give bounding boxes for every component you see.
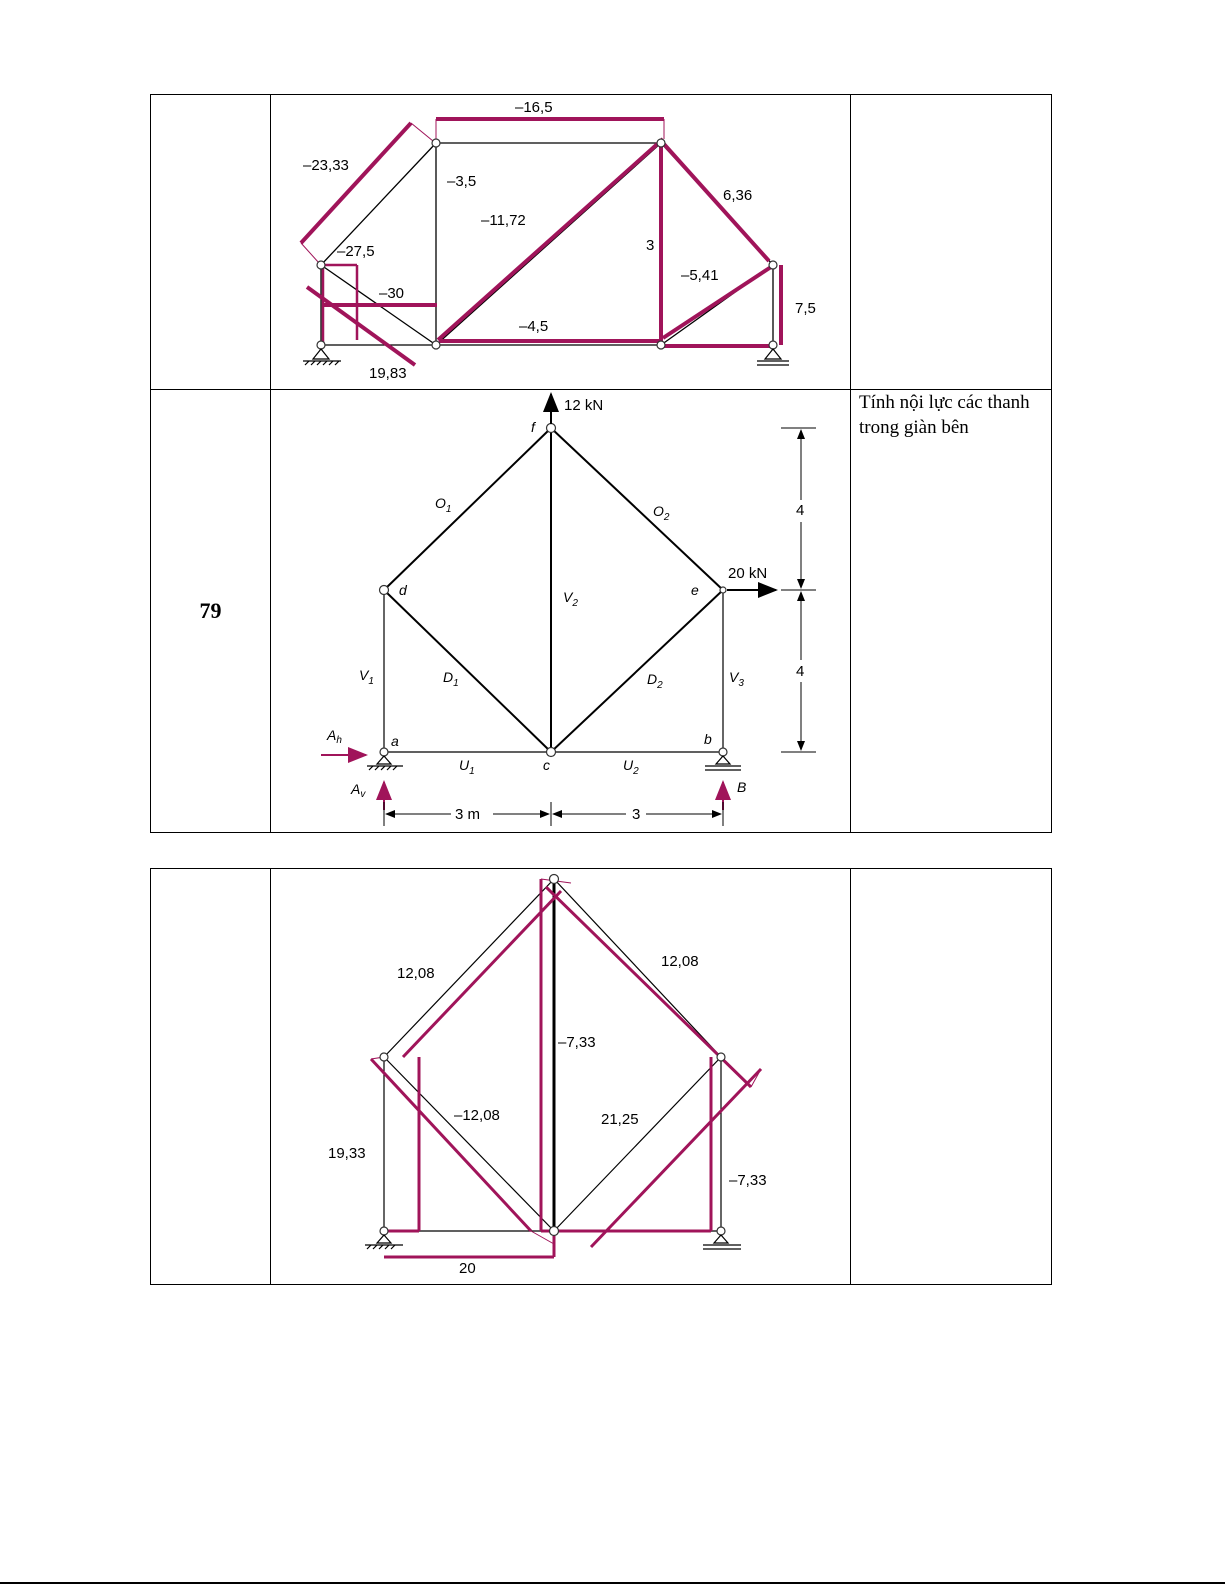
force-label-v3: –7,33 bbox=[729, 1172, 767, 1189]
member-o2: $O_2$ bbox=[653, 503, 670, 523]
node-f: f bbox=[531, 419, 535, 435]
force-label-right-diagonal: 6,36 bbox=[723, 187, 753, 204]
truss-force-diagram-1 bbox=[271, 95, 851, 389]
number-cell bbox=[151, 390, 271, 833]
figure-cell bbox=[271, 95, 851, 390]
reaction-av: $A_v$ bbox=[351, 781, 366, 800]
force-label-left-diagonal: –23,33 bbox=[303, 157, 349, 174]
description-cell bbox=[851, 869, 1052, 1285]
exercise-table-lower bbox=[150, 868, 1052, 1285]
force-label-right-lower-diagonal: –5,41 bbox=[681, 267, 719, 284]
truss-force-diagram-79 bbox=[271, 869, 851, 1284]
description-text: Tính nội lực các thanh trong giàn bên bbox=[859, 392, 1030, 438]
table-row bbox=[151, 390, 1052, 833]
figure-cell bbox=[271, 869, 851, 1285]
exercise-number: 79 bbox=[199, 598, 222, 623]
force-label-right-post: 7,5 bbox=[795, 300, 816, 317]
page-bottom-rule bbox=[0, 1582, 1225, 1584]
member-v3: $V_3$ bbox=[729, 669, 744, 689]
table-row bbox=[151, 869, 1052, 1285]
node-c: c bbox=[543, 757, 550, 773]
truss-diagram-79 bbox=[271, 390, 851, 832]
member-u1: $U_1$ bbox=[459, 757, 475, 777]
force-label-bottom-left: 19,83 bbox=[369, 365, 407, 382]
force-label-u: 20 bbox=[459, 1260, 476, 1277]
force-label-top-chord: –16,5 bbox=[515, 99, 553, 116]
number-cell bbox=[151, 869, 271, 1285]
load-label-right: 20 kN bbox=[728, 565, 768, 582]
node-d: d bbox=[399, 582, 407, 598]
dim-right: 3 bbox=[632, 806, 641, 823]
table-row bbox=[151, 95, 1052, 390]
force-label-d2: 21,25 bbox=[601, 1111, 639, 1128]
description-cell bbox=[851, 390, 1052, 833]
member-v2: $V_2$ bbox=[563, 589, 578, 609]
reaction-b: B bbox=[737, 779, 747, 795]
node-a: a bbox=[391, 733, 399, 749]
node-e: e bbox=[691, 582, 699, 598]
member-v1: $V_1$ bbox=[359, 667, 374, 687]
force-label-v2: –7,33 bbox=[558, 1034, 596, 1051]
force-label-d1: –12,08 bbox=[454, 1107, 500, 1124]
force-label-bottom-mid: –4,5 bbox=[519, 318, 549, 335]
member-d2: $D_2$ bbox=[647, 671, 663, 691]
dim-lower: 4 bbox=[796, 663, 805, 680]
member-d1: $D_1$ bbox=[443, 669, 459, 689]
force-label-left-vertical: –3,5 bbox=[447, 173, 477, 190]
exercise-table-upper bbox=[150, 94, 1052, 833]
dim-upper: 4 bbox=[796, 502, 805, 519]
load-label-top: 12 kN bbox=[564, 397, 604, 414]
description-cell bbox=[851, 95, 1052, 390]
force-label-o1: 12,08 bbox=[397, 965, 435, 982]
node-b: b bbox=[704, 731, 712, 747]
force-label-main-diagonal: –11,72 bbox=[481, 212, 526, 229]
figure-cell bbox=[271, 390, 851, 833]
force-label-v1: 19,33 bbox=[328, 1145, 366, 1162]
reaction-ah: $A_h$ bbox=[327, 727, 342, 746]
force-label-right-vertical: 3 bbox=[646, 237, 655, 254]
force-label-o2: 12,08 bbox=[661, 953, 699, 970]
dim-left: 3 m bbox=[455, 806, 481, 823]
force-label-left-lower: –27,5 bbox=[337, 243, 375, 260]
member-u2: $U_2$ bbox=[623, 757, 639, 777]
member-o1: $O_1$ bbox=[435, 495, 452, 515]
number-cell bbox=[151, 95, 271, 390]
force-label-inner-left: –30 bbox=[379, 285, 405, 302]
